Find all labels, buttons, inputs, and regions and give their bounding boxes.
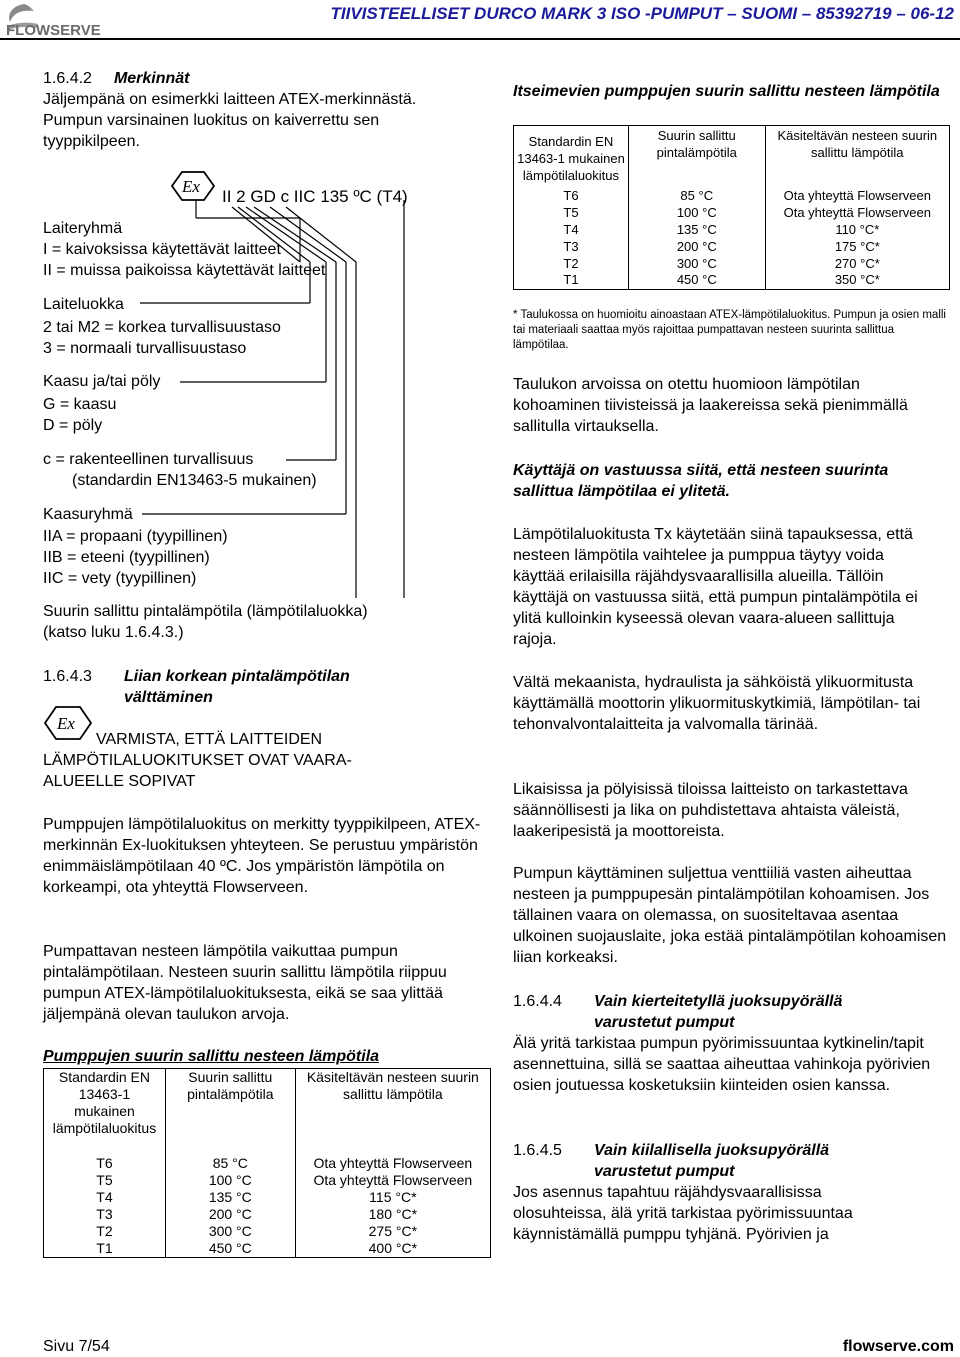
document-title: TIIVISTEELLISET DURCO MARK 3 ISO -PUMPUT – SUOMI – 85392719 – 06-12: [330, 4, 954, 23]
gas-group-title: Kaasuryhmä: [43, 506, 133, 523]
section-1-6-4-3-title-line2: välttäminen: [124, 689, 213, 706]
temperature-class-line2: (katso luku 1.6.4.3.): [43, 624, 184, 641]
ex-warning-icon: [43, 705, 93, 741]
marking-intro-line3: tyyppikilpeen.: [43, 133, 140, 150]
paragraph-overload: Vältä mekaanista, hydraulista ja sähköistä ylikuormitusta käyttämällä moottorin ylikuormituskytkimiä, lämpötilan- tai tehonvalvontalaitteita ja valvomalla tärinää.: [513, 674, 921, 733]
table-row: T5 100 °C Ota yhteyttä Flowserveen: [514, 205, 950, 222]
header-surface-temp: Suurin sallittu pintalämpötila: [165, 1069, 295, 1152]
svg-text:Ex: Ex: [57, 714, 75, 733]
table-row: T3 200 °C 180 °C*: [44, 1206, 491, 1223]
paragraph-temperature-class: Pumppujen lämpötilaluokitus on merkitty tyyppikilpeen, ATEX-merkinnän Ex-luokituksen yhteyteen. Se perustuu ympäristön enimmäislämpötilaan 40 ºC. Jos ympäristön lämpötila on korkeampi, ota yhteyttä Flowserveen.: [43, 816, 481, 896]
table-header-row: [44, 1069, 491, 1152]
gas-group-iic: IIC = vety (tyypillinen): [43, 570, 197, 587]
table-row: T3 200 °C 175 °C*: [514, 239, 950, 256]
table-row: T2 300 °C 275 °C*: [44, 1223, 491, 1240]
gas-group-iia: IIA = propaani (tyypillinen): [43, 528, 228, 545]
gas-dust-title: Kaasu ja/tai pöly: [43, 373, 161, 390]
table-header-row: [514, 126, 950, 185]
dust-line: D = pöly: [43, 417, 103, 434]
table-row: T6 85 °C Ota yhteyttä Flowserveen: [514, 184, 950, 205]
paragraph-liquid-temperature: Pumpattavan nesteen lämpötila vaikuttaa pumpun pintalämpötilaan. Nesteen suurin sallittu lämpötila riippuu pumpun ATEX-lämpötilaluokituksesta, eikä se saa ylittää jäljempänä olevan taulukon arvoja.: [43, 943, 447, 1023]
equipment-group-2: II = muissa paikoissa käytettävät laitteet: [43, 262, 326, 279]
warning-line1: VARMISTA, ETTÄ LAITTEIDEN: [96, 731, 323, 748]
equipment-category-1: 2 tai M2 = korkea turvallisuustaso: [43, 319, 281, 336]
paragraph-closed-valve: Pumpun käyttäminen suljettua venttiiliä vasten aiheuttaa nesteen ja pumppupesän pintalämpötilan kohoamisen. Jos tällainen vaara on olemassa, on suositeltavaa asentaa ulkoinen suojauslaite, joka estää pintalämpötilan kohoamisen liian korkeaksi.: [513, 865, 947, 966]
section-1-6-4-5-title-line2: varustetut pumput: [594, 1163, 735, 1180]
header-liquid-temp: Käsiteltävän nesteen suurin sallittu lämpötila: [765, 126, 949, 185]
atex-marking: II 2 GD c IIC 135 ºC (T4): [222, 187, 408, 206]
section-1-6-4-4-title-line2: varustetut pumput: [594, 1014, 735, 1031]
table-row: T6 85 °C Ota yhteyttä Flowserveen: [44, 1151, 491, 1172]
paragraph-dust: Likaisissa ja pölyisissä tiloissa laitteisto on tarkastettava säännöllisesti ja lika on puhdistettava ahtaista väleistä, laakeripesistä ja moottoreista.: [513, 781, 908, 840]
svg-text:Ex: Ex: [182, 177, 200, 196]
pump-max-liquid-temperature-table: [43, 1068, 491, 1258]
temperature-class-line1: Suurin sallittu pintalämpötila (lämpötilaluokka): [43, 603, 368, 620]
construction-safety-line2: (standardin EN13463-5 mukainen): [72, 472, 317, 489]
section-1-6-4-3-number: 1.6.4.3: [43, 668, 92, 685]
section-1-6-4-4-number: 1.6.4.4: [513, 993, 562, 1010]
section-1-6-4-5-title-line1: Vain kiilallisella juoksupyörällä: [594, 1142, 830, 1159]
self-priming-max-liquid-temperature-table: [513, 125, 950, 290]
marking-intro-line1: Jäljempänä on esimerkki laitteen ATEX-merkinnästä.: [43, 91, 417, 108]
gas-group-iib: IIB = eteeni (tyypillinen): [43, 549, 210, 566]
equipment-group-1: I = kaivoksissa käytettävät laitteet: [43, 241, 281, 258]
right-table-title: Itseimevien pumppujen suurin sallittu nesteen lämpötila: [513, 83, 940, 100]
section-1-6-4-3-title-line1: Liian korkean pintalämpötilan: [124, 668, 350, 685]
paragraph-tx-class: Lämpötilaluokitusta Tx käytetään siinä tapauksessa, että nesteen lämpötila vaihtelee ja pumppua täytyy voida käyttää erilaisilla räjähdysvaarallisilla alueilla. Tällöin käyttäjä on vastuussa siitä, että pumpun pintalämpötila ei ylitä kulloinkin kyseessä olevan vaara-alueen sallittuja rajoja.: [513, 526, 918, 648]
warning-line2: LÄMPÖTILALUOKITUKSET OVAT VAARA-: [43, 752, 352, 769]
page-number: Sivu 7/54: [43, 1338, 110, 1355]
table-footnote: * Taulukossa on huomioitu ainoastaan ATEX-lämpötilaluokitus. Pumpun ja osien malli tai materiaali saattaa myös rajoittaa pumpattavan nesteen suurinta sallittua lämpötilaa.: [513, 309, 946, 351]
table-row: T2 300 °C 270 °C*: [514, 256, 950, 273]
equipment-category-2: 3 = normaali turvallisuustaso: [43, 340, 247, 357]
table-row: T4 135 °C 110 °C*: [514, 222, 950, 239]
left-table-title: Pumppujen suurin sallittu nesteen lämpötila: [43, 1048, 380, 1065]
footer-website: flowserve.com: [842, 1338, 954, 1355]
table-row: T4 135 °C 115 °C*: [44, 1189, 491, 1206]
header-temp-class: Standardin EN 13463-1 mukainen lämpötilaluokitus: [44, 1069, 166, 1152]
paragraph-table-values: Taulukon arvoissa on otettu huomioon lämpötilan kohoaminen tiivisteissä ja laakereissa sekä pienimmällä sallitulla virtauksella.: [513, 376, 908, 435]
construction-safety-line1: c = rakenteellinen turvallisuus: [43, 451, 254, 468]
table-row: T5 100 °C Ota yhteyttä Flowserveen: [44, 1172, 491, 1189]
paragraph-threaded-impeller: Älä yritä tarkistaa pumpun pyörimissuuntaa kytkinelin/tapit asennettuina, sillä se saattaa aiheuttaa vahinkoja pyörivien osien joutuessa kosketuksiin kiinteiden osien kanssa.: [513, 1035, 931, 1094]
marking-intro-line2: Pumpun varsinainen luokitus on kaiverrettu sen: [43, 112, 380, 129]
table-row: T1 450 °C 400 °C*: [44, 1240, 491, 1258]
header-temp-class: Standardin EN 13463-1 mukainen lämpötilaluokitus: [514, 126, 629, 185]
header-surface-temp: Suurin sallittu pintalämpötila: [628, 126, 765, 185]
section-1-6-4-5-number: 1.6.4.5: [513, 1142, 562, 1159]
section-1-6-4-4-title-line1: Vain kierteitetyllä juoksupyörällä: [594, 993, 843, 1010]
table-row: T1 450 °C 350 °C*: [514, 272, 950, 289]
gas-line: G = kaasu: [43, 396, 117, 413]
brand-text: FLOWSERVE: [6, 22, 101, 36]
equipment-group-title: Laiteryhmä: [43, 220, 123, 237]
paragraph-keyed-impeller: Jos asennus tapahtuu räjähdysvaarallisissa olosuhteissa, älä yritä tarkistaa pyörimissuuntaa käynnistämällä pumppu tyhjänä. Pyörivien ja: [513, 1184, 853, 1243]
section-1-6-4-2-heading: 1.6.4.2 Merkinnät: [43, 70, 190, 87]
header-liquid-temp: Käsiteltävän nesteen suurin sallittu lämpötila: [295, 1069, 490, 1152]
user-responsibility-warning: Käyttäjä on vastuussa siitä, että nesteen suurinta sallittua lämpötilaa ei ylitetä.: [513, 462, 889, 500]
equipment-category-title: Laiteluokka: [43, 296, 124, 313]
warning-line3: ALUEELLE SOPIVAT: [43, 773, 196, 790]
